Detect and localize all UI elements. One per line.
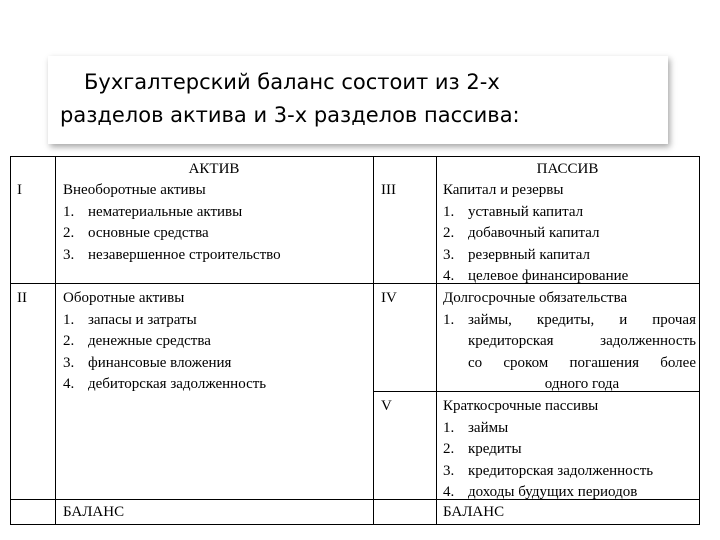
list-item: 1. запасы и затраты bbox=[63, 311, 197, 328]
col-divider-roman-left bbox=[55, 157, 56, 524]
list-item: 2. денежные средства bbox=[63, 333, 211, 349]
aktiv-total: БАЛАНС bbox=[63, 504, 125, 520]
list-item: 4. доходы будущих периодов bbox=[443, 484, 638, 500]
section-heading: Краткосрочные пассивы bbox=[443, 398, 599, 414]
section-capital-reserves bbox=[443, 180, 628, 288]
list-item: 3. незавершенное строительство bbox=[63, 246, 281, 263]
list-item: 4. дебиторская задолженность bbox=[63, 376, 267, 392]
list-item: 1. нематериальные активы bbox=[63, 203, 243, 220]
section-roman-iii: III bbox=[381, 182, 396, 198]
section-roman-i: I bbox=[17, 182, 22, 198]
col-divider-middle bbox=[373, 157, 374, 524]
section-non-current-assets bbox=[63, 180, 281, 266]
section-roman-iv: IV bbox=[381, 290, 397, 306]
list-item: 3. финансовые вложения bbox=[63, 354, 232, 371]
list-item: 2. кредиты bbox=[443, 441, 522, 457]
col-divider-roman-right bbox=[436, 157, 437, 524]
section-roman-v: V bbox=[381, 398, 392, 414]
title-line-1: Бухгалтерский баланс состоит из 2-х bbox=[84, 70, 500, 94]
list-item: 3. резервный капитал bbox=[443, 246, 590, 263]
section-roman-ii: II bbox=[17, 290, 27, 306]
section-heading: Долгосрочные обязательства bbox=[443, 290, 628, 306]
section-heading: Оборотные активы bbox=[63, 290, 185, 306]
section-long-term-liabilities bbox=[443, 288, 696, 396]
section-short-term-liabilities bbox=[443, 396, 653, 504]
section-heading: Внеоборотные активы bbox=[63, 182, 206, 198]
section-heading: Капитал и резервы bbox=[443, 182, 564, 198]
list-item: 2. основные средства bbox=[63, 225, 209, 241]
passiv-total: БАЛАНС bbox=[443, 504, 505, 520]
title-line-2: разделов актива и 3-х разделов пассива: bbox=[60, 103, 520, 127]
passiv-header: ПАССИВ bbox=[536, 161, 599, 177]
row-divider-aktiv-1-2 bbox=[11, 283, 373, 284]
section-current-assets bbox=[63, 288, 266, 396]
list-item: 1. займы, кредиты, и прочая кредиторская задолженность со сроком погашения более одного года bbox=[443, 311, 696, 392]
slide-title bbox=[48, 56, 668, 144]
list-item: 4. целевое финансирование bbox=[443, 268, 629, 284]
list-item: 1. займы bbox=[443, 419, 509, 436]
balance-table bbox=[10, 156, 700, 525]
list-item: 2. добавочный капитал bbox=[443, 225, 600, 241]
list-item: 1. уставный капитал bbox=[443, 203, 584, 220]
row-divider-aktiv-total bbox=[11, 499, 373, 500]
list-item: 3. кредиторская задолженность bbox=[443, 462, 654, 479]
aktiv-header: АКТИВ bbox=[188, 161, 240, 177]
